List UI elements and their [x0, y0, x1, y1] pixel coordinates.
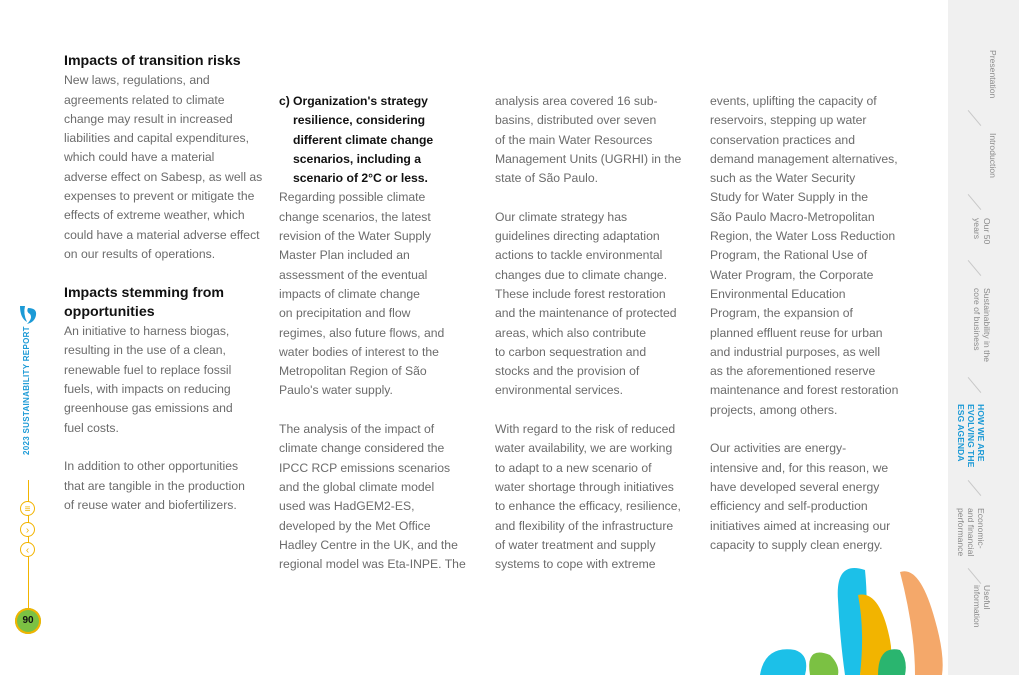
paragraph-climate-scenarios: Regarding possible climate change scenarios, the latest revision of the Water Supply Master Plan included an assessment of the eventual impacts of climate change on precipitation and flow regimes, also future flows, and water bodies of interest to the Metropolitan Region of São Paulo's water supply.	[279, 190, 445, 398]
column-2	[279, 92, 484, 574]
paragraph-impact-analysis: The analysis of the impact of climate change considered the IPCC RCP emissions scenarios and the global climate model used was HadGEM2-ES, developed by the Met Office Hadley Centre in the UK, and the regional model was Eta-INPE. The	[279, 422, 466, 572]
nav-economic-performance[interactable]: Economic- and financial performance	[956, 508, 986, 557]
page-number-badge: 90	[15, 608, 41, 634]
sidebar-separator	[968, 110, 982, 126]
section-sidebar	[948, 0, 1019, 675]
nav-sustainability-core[interactable]: Sustainability in the core of business	[972, 288, 992, 363]
column-4	[710, 92, 920, 555]
chevron-right-icon: ›	[25, 525, 30, 536]
paragraph-other-opportunities: In addition to other opportunities that are tangible in the production of reuse water and biofertilizers.	[64, 459, 245, 512]
paragraph-biogas: An initiative to harness biogas, resulting in the use of a clean, renewable fuel to replace fossil fuels, with impacts on reducing greenhouse gas emissions and fuel costs.	[64, 324, 233, 435]
subheading-strategy-resilience: c) Organization's strategy resilience, considering different climate change scenarios, including a scenario of 2°C or less.	[279, 92, 484, 188]
chevron-left-icon: ‹	[25, 545, 30, 556]
report-title-vertical: 2023 SUSTAINABILITY REPORT	[22, 326, 31, 455]
menu-icon: ≡	[24, 504, 31, 515]
nav-presentation[interactable]: Presentation	[988, 50, 998, 99]
nav-esg-agenda-active[interactable]: HOW WE ARE EVOLVING THE ESG AGENDA	[956, 404, 986, 468]
menu-button[interactable]	[20, 501, 35, 516]
paragraph-analysis-area: analysis area covered 16 sub- basins, distributed over seven of the main Water Resources Management Units (UGRHI) in the state of São Paulo.	[495, 94, 682, 186]
leaf-decoration	[750, 560, 950, 675]
paragraph-energy: Our activities are energy- intensive and, for this reason, we have developed several energy efficiency and self-production initiatives aimed at increasing our capacity to supply clean energy.	[710, 441, 891, 552]
sidebar-separator	[968, 260, 982, 276]
sidebar-separator	[968, 194, 982, 210]
column-1	[64, 52, 270, 515]
sidebar-separator	[968, 377, 982, 393]
paragraph-transition-risks: New laws, regulations, and agreements related to climate change may result in increased liabilities and capital expenditures, which could have a material adverse effect on Sabesp, as well as expenses to prevent or mitigate the effects of extreme weather, which could have a material adverse effect on our results of operations.	[64, 73, 263, 261]
paragraph-water-availability: With regard to the risk of reduced water availability, we are working to adapt to a new scenario of water shortage through initiatives to enhance the efficacy, resilience, and flexibility of the infrastructure of water treatment and supply systems to cope with extreme	[495, 422, 681, 572]
heading-transition-risks: Impacts of transition risks	[64, 53, 241, 69]
nav-introduction[interactable]: Introduction	[988, 133, 998, 178]
paragraph-climate-strategy: Our climate strategy has guidelines directing adaptation actions to tackle environmental changes due to climate change. These include forest restoration and the maintenance of protected areas, which also contribute to carbon sequestration and stocks and the provision of environmental services.	[495, 209, 677, 398]
item-label: c)	[279, 94, 290, 108]
heading-opportunities: Impacts stemming from opportunities	[64, 284, 225, 320]
previous-page-button[interactable]	[20, 542, 35, 557]
next-page-button[interactable]	[20, 522, 35, 537]
sidebar-separator	[968, 568, 982, 584]
nav-our-50-years[interactable]: Our 50 years	[972, 218, 992, 245]
paragraph-programs: events, uplifting the capacity of reservoirs, stepping up water conservation practices and demand management alternatives, such as the Water Security Study for Water Supply in the São Paulo Macro-Metropolitan Region, the Water Loss Reduction Program, the Rational Use of Water Program, the Corporate Environmental Education Program, the expansion of planned effluent reuse for urban and industrial purposes, as well as the aforementioned reserve maintenance and forest restoration projects, among others.	[710, 94, 899, 417]
nav-useful-information[interactable]: Useful information	[972, 585, 992, 628]
sabesp-logo-icon	[17, 304, 39, 326]
column-3	[495, 92, 700, 574]
sidebar-separator	[968, 480, 982, 496]
